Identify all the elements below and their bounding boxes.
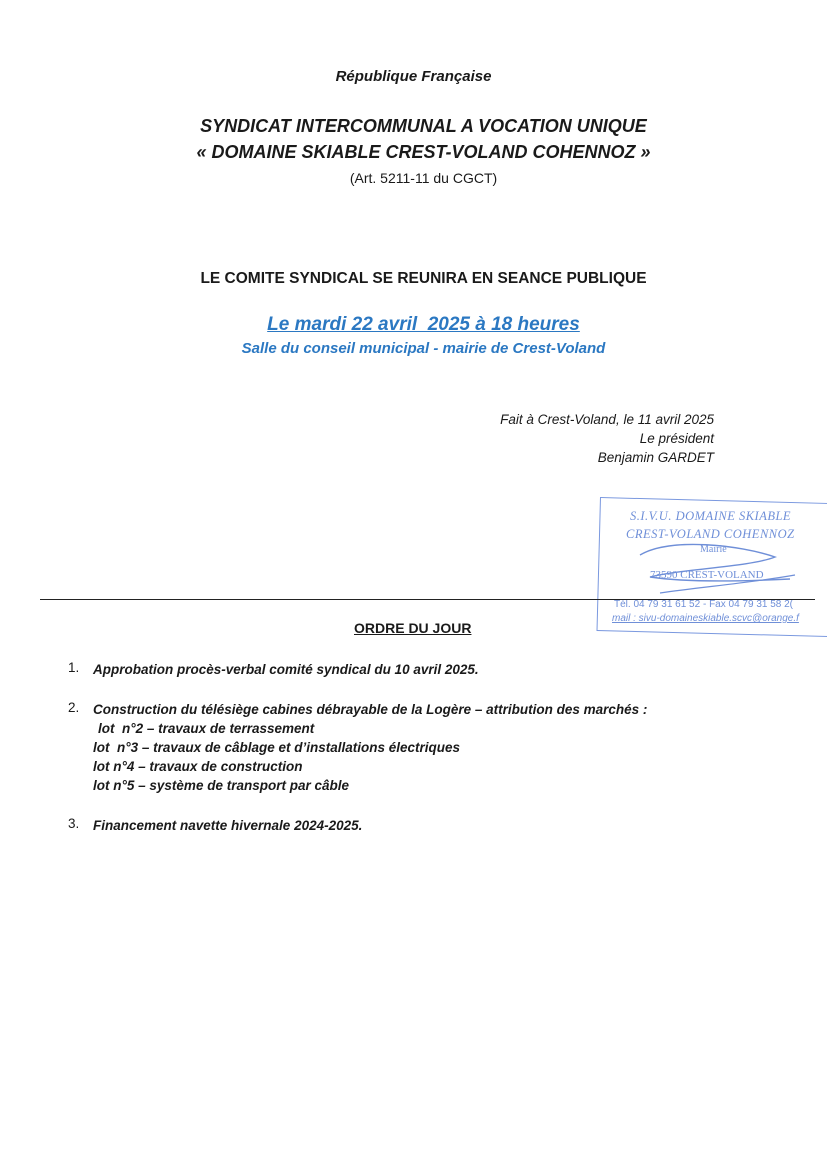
stamp-line-1: S.I.V.U. DOMAINE SKIABLE — [630, 509, 792, 523]
agenda-item-text: Approbation procès-verbal comité syndical du 10 avril 2025. — [93, 662, 479, 677]
signature-role: Le président — [639, 431, 714, 446]
meeting-announcement-title: LE COMITE SYNDICAL SE REUNIRA EN SEANCE PUBLIQUE — [200, 270, 647, 287]
official-stamp — [600, 497, 815, 642]
stamp-line-3: Mairie — [700, 544, 727, 555]
agenda-item-text: Construction du télésiège cabines débrayable de la Logère – attribution des marchés : — [93, 702, 648, 717]
agenda-lot: lot n°5 – système de transport par câble — [93, 778, 349, 793]
agenda-item-block — [93, 700, 647, 795]
republic-heading: République Française — [335, 68, 492, 85]
meeting-place: Salle du conseil municipal - mairie de Crest-Voland — [241, 340, 606, 357]
section-divider — [40, 599, 815, 600]
agenda-lot: lot n°3 – travaux de câblage et d’installations électriques — [93, 740, 461, 755]
signature-done-at: Fait à Crest-Voland, le 11 avril 2025 — [500, 412, 714, 427]
stamp-line-2: CREST-VOLAND COHENNOZ — [626, 527, 795, 541]
legal-article-reference: (Art. 5211-11 du CGCT) — [349, 170, 498, 186]
signature-block — [500, 410, 714, 467]
stamp-line-4: 73590 CREST-VOLAND — [650, 569, 764, 581]
agenda-item-number: 2. — [68, 700, 80, 715]
organization-name-line2: « DOMAINE SKIABLE CREST-VOLAND COHENNOZ » — [196, 142, 651, 162]
agenda-lot: lot n°4 – travaux de construction — [93, 759, 303, 774]
agenda-item-text: Financement navette hivernale 2024-2025. — [93, 818, 363, 833]
agenda-lot: lot n°2 – travaux de terrassement — [98, 721, 315, 736]
organization-name-line1: SYNDICAT INTERCOMMUNAL A VOCATION UNIQUE — [200, 116, 647, 136]
agenda-item-number: 1. — [68, 660, 80, 675]
stamp-line-6: mail : sivu-domaineskiable.scvc@orange.f — [612, 613, 799, 624]
agenda-title: ORDRE DU JOUR — [354, 620, 472, 636]
meeting-date: Le mardi 22 avril 2025 à 18 heures — [267, 314, 580, 335]
stamp-line-5: Tél. 04 79 31 61 52 - Fax 04 79 31 58 2( — [614, 599, 794, 610]
agenda-item-number: 3. — [68, 816, 80, 831]
signature-name: Benjamin GARDET — [597, 450, 714, 465]
